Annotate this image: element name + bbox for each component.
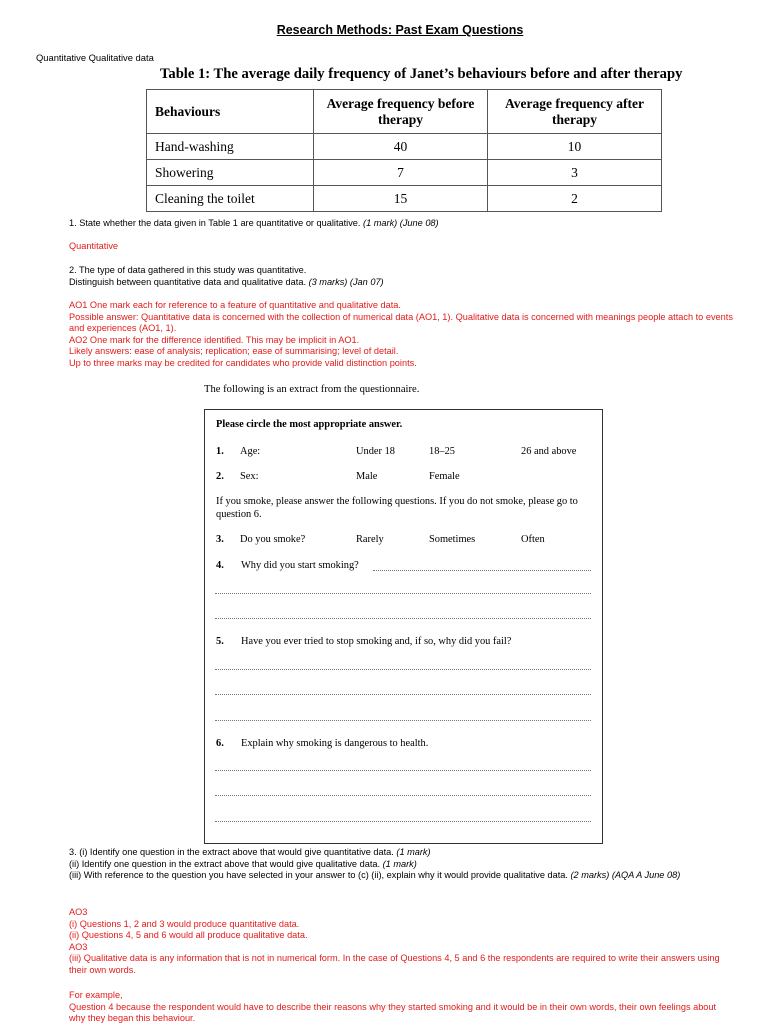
section-label: Quantitative Qualitative data [36, 52, 154, 63]
after-cell: 3 [488, 160, 662, 186]
before-cell: 15 [314, 186, 488, 212]
question-1-text: 1. State whether the data given in Table 1 are quantitative or qualitative. [69, 218, 364, 228]
table-row [147, 186, 662, 212]
option-under-18: Under 18 [356, 446, 395, 457]
option-sometimes: Sometimes [429, 534, 476, 545]
before-cell: 7 [314, 160, 488, 186]
answer-line: AO1 One mark each for reference to a feature of quantitative and qualitative data. [69, 300, 401, 310]
questionnaire-heading: Please circle the most appropriate answer. [216, 419, 403, 430]
answer-line: Likely answers: ease of analysis; replication; ease of summarising; level of detail. [69, 346, 399, 357]
questionnaire-q3-number: 3. [216, 534, 224, 545]
table-caption: Table 1: The average daily frequency of Janet’s behaviours before and after therapy [160, 66, 683, 82]
question-3-part-3-marks: (2 marks) (AQA A June 08) [570, 870, 681, 881]
table-row [147, 134, 662, 160]
option-18-25: 18–25 [429, 446, 455, 457]
example-line: Question 4 because the respondent would have to describe their reasons why they started smoking and it would be in their own words, their own feelings about why they began this behaviour. [69, 1001, 717, 1024]
answer-line: AO2 One mark for the difference identified. This may be implicit in AO1. [69, 334, 360, 345]
answer-line-dotted [215, 618, 591, 619]
behaviour-cell: Showering [147, 160, 314, 186]
example-line: For example, [69, 990, 123, 1000]
answer-line: (i) Questions 1, 2 and 3 would produce quantitative data. [69, 918, 300, 929]
question-3 [69, 847, 733, 882]
behaviour-cell: Cleaning the toilet [147, 186, 314, 212]
column-header-before: Average frequency before therapy [314, 90, 488, 134]
question-2-line-2: Distinguish between quantitative data and qualitative data. [69, 276, 309, 287]
question-2-marks: (3 marks) (Jan 07) [308, 276, 384, 287]
question-3-example [69, 990, 733, 1025]
answer-line: (iii) Qualitative data is any information that is not in numerical form. In the case of Questions 4, 5 and 6 the respondents are required to write their answers using their own words. [69, 953, 720, 975]
question-3-part-1: 3. (i) Identify one question in the extract above that would give quantitative data. [69, 847, 397, 857]
questionnaire-q6-number: 6. [216, 738, 224, 749]
answer-line-dotted [215, 821, 591, 822]
table-row [147, 160, 662, 186]
option-rarely: Rarely [356, 534, 384, 545]
question-2-line-1: 2. The type of data gathered in this study was quantitative. [69, 265, 307, 275]
answer-line-dotted [215, 720, 591, 721]
questionnaire-q5-label: Have you ever tried to stop smoking and, if so, why did you fail? [241, 636, 512, 647]
question-1-marks: (1 mark) (June 08) [363, 218, 439, 228]
before-cell: 40 [314, 134, 488, 160]
questionnaire-q5-number: 5. [216, 636, 224, 647]
column-header-behaviours: Behaviours [147, 90, 314, 134]
question-3-part-3: (iii) With reference to the question you have selected in your answer to (c) (ii), explain why it would provide qualitative data. [69, 870, 571, 881]
behaviour-cell: Hand-washing [147, 134, 314, 160]
answer-line-dotted [215, 669, 591, 670]
question-2 [69, 265, 749, 288]
questionnaire-extract [204, 409, 603, 844]
questionnaire-q1-number: 1. [216, 446, 224, 457]
questionnaire-q1-label: Age: [240, 446, 261, 457]
questionnaire-q4-label: Why did you start smoking? [241, 560, 359, 571]
option-26-and-above: 26 and above [521, 446, 577, 457]
answer-line-dotted [215, 593, 591, 594]
column-header-after: Average frequency after therapy [488, 90, 662, 134]
answer-line-dotted [215, 694, 591, 695]
questionnaire-q2-label: Sex: [240, 471, 259, 482]
question-3-part-2-marks: (1 mark) [382, 858, 417, 869]
page-title: Research Methods: Past Exam Questions [276, 23, 524, 37]
question-1 [69, 218, 749, 230]
option-male: Male [356, 471, 378, 482]
question-3-answer [69, 907, 733, 977]
after-cell: 10 [488, 134, 662, 160]
option-female: Female [429, 471, 460, 482]
questionnaire-q3-label: Do you smoke? [240, 534, 306, 545]
answer-line: Up to three marks may be credited for candidates who provide valid distinction points. [69, 357, 417, 368]
option-often: Often [521, 534, 545, 545]
answer-line: Possible answer: Quantitative data is concerned with the collection of numerical data (AO1, 1). Qualitative data is concerned with meanings people attach to events and experiences (AO1, 1). [69, 311, 733, 334]
answer-line: (ii) Questions 4, 5 and 6 would all produce qualitative data. [69, 930, 308, 941]
questionnaire-q6-label: Explain why smoking is dangerous to health. [241, 738, 429, 749]
question-2-answer [69, 300, 733, 370]
extract-intro: The following is an extract from the questionnaire. [204, 384, 420, 395]
questionnaire-instruction: If you smoke, please answer the following questions. If you do not smoke, please go to question 6. [216, 496, 578, 520]
answer-line: AO3 [69, 941, 88, 952]
questionnaire-q2-number: 2. [216, 471, 224, 482]
answer-line-dotted [215, 795, 591, 796]
table-header-row [147, 90, 662, 134]
answer-line-dotted [373, 570, 591, 571]
question-1-answer: Quantitative [69, 241, 119, 251]
questionnaire-q4-number: 4. [216, 560, 224, 571]
frequency-table [146, 89, 662, 212]
question-3-part-1-marks: (1 mark) [396, 847, 431, 857]
after-cell: 2 [488, 186, 662, 212]
question-3-part-2: (ii) Identify one question in the extract above that would give qualitative data. [69, 858, 383, 869]
answer-line-dotted [215, 770, 591, 771]
answer-line: AO3 [69, 907, 88, 917]
